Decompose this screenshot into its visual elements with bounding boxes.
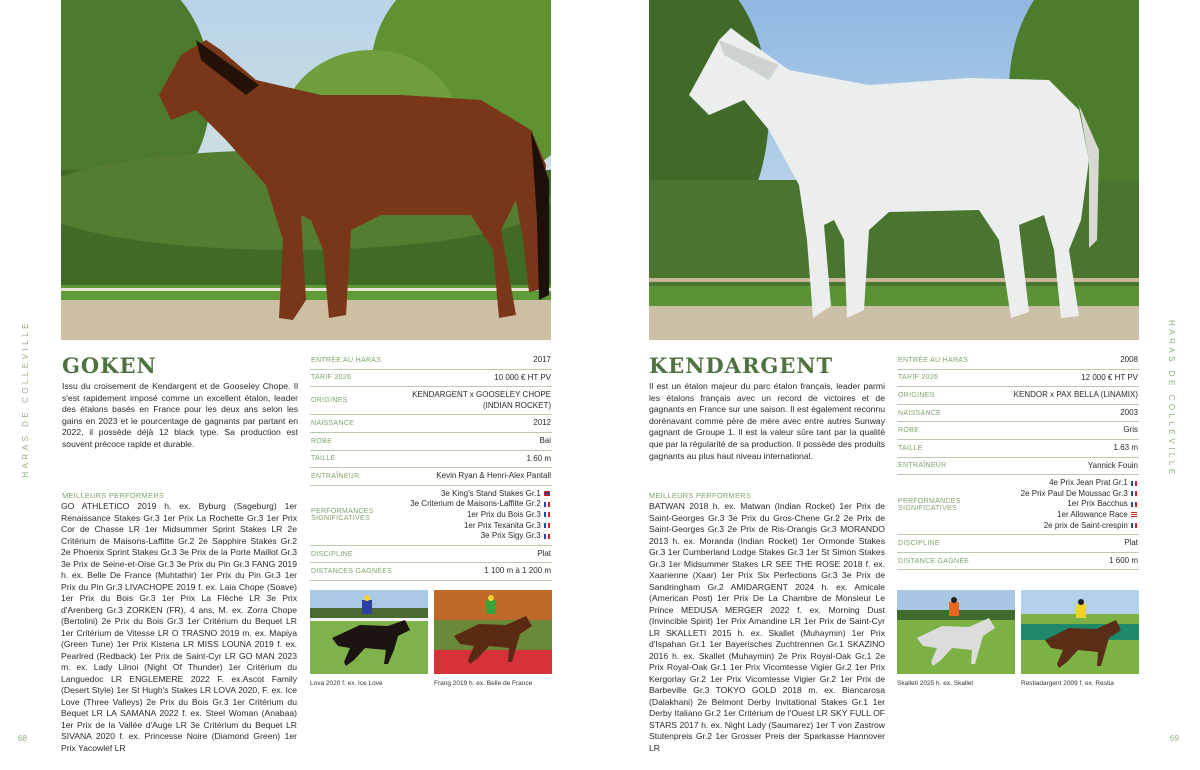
perf-line: 1er Prix Texanita Gr.3 <box>464 521 551 530</box>
info-value: Plat <box>1124 538 1138 548</box>
info-value-list <box>1021 478 1138 531</box>
info-row <box>897 553 1139 571</box>
side-label: HARAS DE COLLEVILLE <box>1167 320 1176 478</box>
info-row <box>310 415 552 433</box>
intro-paragraph: Il est un étalon majeur du parc étalon français, leader parmi les étalons français avec un record de victoires et de gagnants en France sur une saison. Il est également reconnu dorénavant comme père de mère avec entre autres Sunway gagnant de Groupe 1. Il est la valeur sûre tant par la qualité que par la régularité de sa production. Il possède des produits gagnants au plus haut niveau international. <box>649 381 885 461</box>
perf-title: MEILLEURS PERFORMERS <box>62 491 165 500</box>
perf-text: GO ATHLETICO 2019 h. ex. Byburg (Sageburg) 1er Renaissance Stakes Gr.3 1er Prix La Rochette Gr.3 1er Prix Cor de Chasse LR 1er Midsummer Sprint Stakes LR 2e Critérium de Maisons-Laffitte Gr.2 2e Sapphire Stakes Gr.2 2e Phoenix Sprint Stakes Gr.3 3e Prix de la Porte Maillot Gr.3 3e Prix de Seine-et-Oise Gr.3 3e Prix du Pin Gr.3 FANG 2019 h. ex. Belle De France (Muhtathir) 1er Prix du Pin Gr.3 1er Prix du Pin Gr.3 LIVACHOPE 2019 f. ex. Laia Chope (Soave) 1er Prix du Bois Gr.3 1er Prix La Flèche LR 3e Prix d'Arenberg Gr.3 ZORKEN (FR), 4 ans, M. ex. Zorra Chope (Bertolini) 2e Prix du Bois Gr.3 1er Critérium du Bequet LR 1er Critérium de Vitesse LR O TRASNO 2019 m. ex. Mapiya (Green Tune) 1er Prix Kistena LR MISS LOUNA 2019 f. ex. Pearlred (Redback) 1er Prix de Saint-Cyr LR GO MAN 2023 m. ex. Lady Lilnoi (Night Of Thunder) 1er Critérium du Languedoc LR ENGLEMERE 2022 F. ex.Ascot Family (Desert Style) 1er St Hugh's Stakes LR LOVA 2020, F. ex. Ice Love (Three Valleys) 2e Prix du Bois Gr.3 1er Critérium du Bequet LR LA SAMANA 2022 f. ex. Steel Woman (Anabaa) 1er Prix de la Vallée d'Auge LR 3e Critérium du Bequet LR SIVANA 2020 f. ex. Princesse Noire (Diamond Green) 1er Prix Yacowlef LR <box>61 501 297 753</box>
info-value: 12 000 € HT PV <box>1081 372 1138 382</box>
info-value: 10 000 € HT PV <box>494 372 551 382</box>
side-label: HARAS DE COLLEVILLE <box>21 320 30 478</box>
info-key: TARIF 2026 <box>898 374 939 382</box>
horse-name: GOKEN <box>62 353 157 378</box>
info-row <box>310 486 552 546</box>
intro-paragraph: Issu du croisement de Kendargent et de Gooseley Chope. Il s'est rapidement imposé comme un excellent étalon, leader des étalons basés en France pour les deux ans selon les gains en 2023 et le pourcentage de gagnants par partant en 2022, il possède déjà 12 black type. Sa production est souvent précoce rapide et durable. <box>62 381 298 449</box>
info-value: 1.60 m <box>526 453 551 463</box>
info-key: TAILLE <box>898 444 923 452</box>
info-row <box>310 352 552 370</box>
perf-line: 3e King's Stand Stakes Gr.1 <box>441 489 551 498</box>
info-key: ORIGINES <box>898 391 935 399</box>
info-key: TARIF 2026 <box>311 374 352 382</box>
france-flag-icon <box>1131 491 1137 496</box>
info-row <box>310 451 552 469</box>
info-key: ENTRAÎNEUR <box>898 462 947 470</box>
page-number: 68 <box>18 734 27 743</box>
perf-title: MEILLEURS PERFORMERS <box>649 491 752 500</box>
race-photo-lova <box>310 590 428 674</box>
perf-line: 1er Allowance Race <box>1057 510 1138 519</box>
perf-text: BATWAN 2018 h. ex. Matwan (Indian Rocket) 1er Prix de Saint-Georges Gr.3 3e Prix du Gros-Chene Gr.2 2e Prix de Saint-Georges Gr.3 2e Prix de Ris-Orangis Gr.3 MORANDO 2013 h. ex. Moranda (Indian Rocket) 1er Ormonde Stakes Gr.3 1er Cumberland Lodge Stakes Gr.3 1er St Simon Stakes Gr.3 1er Midsummer Stakes LR SEE THE ROSE 2018 f. ex. Xaarienne (Xaar) 1er Prix Six Perfections Gr.3 3e Prix de Sandringham Gr.2 AMIDARGENT 2024 h. ex. Amicale (American Post) 1er Prix De La Chambre de Monsieur Le Prince MEDUSA MERGER 2022 f. ex. Morning Dust (Invincible Spirit) 1er Prix Amandine LR 1er Prix de Saint-Cyr LR SKALLETI 2015 h. ex. Skallet (Muhaymin) 1er Prix d'Ispahan Gr.1 1er Bayerisches Zuchtrennen Gr.1 SKAZINO 2016 h. ex. Skallet (Muhaymin) 2e Prix Royal-Oak Gr.1 2e Prix Royal-Oak Gr.1 1er Prix Vicomtesse Vigier Gr.2 1er Prix Kergorlay Gr.2 1er Prix Vicomtesse Vigier Gr.2 1er Prix de Barbeville Gr.3 TOKYO GOLD 2018 m. ex. Biancarosa (Dalakhani) 2e Belmont Derby Invitational Stakes Gr.1 1er Derby Italiano Gr.2 1er Critérium de l'Ouest LR SKY FULL OF STARS 2017 h. ex. Night Lady (Saumarez) 1er T von Zastrow Stutenpreis Gr.2 1er Grosser Preis der Sparkasse Hannover LR <box>649 501 885 753</box>
usa-flag-icon <box>1131 512 1137 517</box>
info-key: ENTRAÎNEUR <box>311 472 360 480</box>
info-key: ENTRÉE AU HARAS <box>311 356 382 364</box>
perf-line: 2e prix de Saint-crespin <box>1044 521 1138 530</box>
info-value: Yannick Fouin <box>1087 460 1138 470</box>
info-row <box>310 563 552 581</box>
info-value: Gris <box>1123 425 1138 435</box>
right-page <box>600 0 1200 770</box>
info-value: 2017 <box>533 355 551 364</box>
info-value: 2008 <box>1120 355 1138 364</box>
horse-photo-goken <box>61 0 551 340</box>
info-value: 1.63 m <box>1113 442 1138 452</box>
info-key: DISTANCES GAGNÉES <box>311 568 393 576</box>
page-number: 69 <box>1170 734 1179 743</box>
france-flag-icon <box>544 523 550 528</box>
perf-line: 1er Prix Bacchus <box>1067 499 1138 508</box>
info-key: PERFORMANCES SIGNIFICATIVES <box>311 508 374 523</box>
france-flag-icon <box>544 502 550 507</box>
info-value: Plat <box>537 548 551 558</box>
france-flag-icon <box>1131 502 1137 507</box>
info-row <box>897 387 1139 405</box>
info-row <box>310 546 552 564</box>
race-photo-restiadargent <box>1021 590 1139 674</box>
info-value: Bai <box>539 435 551 445</box>
info-value: 2003 <box>1120 407 1138 417</box>
info-row <box>310 468 552 486</box>
info-row <box>310 387 552 415</box>
info-row <box>897 370 1139 388</box>
france-flag-icon <box>1131 481 1137 486</box>
france-flag-icon <box>544 534 550 539</box>
info-value: KENDOR x PAX BELLA (LINAMIX) <box>1013 390 1138 400</box>
perf-line: 4e Prix Jean Prat Gr.1 <box>1049 478 1138 487</box>
info-row <box>310 433 552 451</box>
info-value: 1 600 m <box>1109 555 1138 565</box>
info-row <box>897 422 1139 440</box>
photo-caption: Frang 2019 h. ex. Belle de France <box>434 680 533 687</box>
info-value: 2012 <box>533 418 551 428</box>
france-flag-icon <box>1131 523 1137 528</box>
photo-caption: Lova 2020 f. ex. Ice Love <box>310 680 383 687</box>
info-key: DISTANCE GAGNÉE <box>898 557 970 565</box>
race-photo-frang <box>434 590 552 674</box>
info-value-list <box>410 489 551 542</box>
info-key: ROBE <box>311 437 333 445</box>
info-value: 1 100 m à 1 200 m <box>484 566 551 576</box>
france-flag-icon <box>544 512 550 517</box>
horse-photo-kendargent <box>649 0 1139 340</box>
info-row <box>897 535 1139 553</box>
perf-line: 3e Prix Sigy Gr.3 <box>481 531 551 540</box>
info-row <box>897 458 1139 476</box>
info-key: NAISSANCE <box>311 420 355 428</box>
info-key: ENTRÉE AU HARAS <box>898 356 969 364</box>
info-row <box>897 352 1139 370</box>
photo-caption: Skalleti 2025 h. ex. Skallet <box>897 680 974 687</box>
info-row <box>310 370 552 388</box>
perf-line: 3e Criterium de Maisons-Laffitte Gr.2 <box>410 499 551 508</box>
uk-flag-icon <box>544 491 550 496</box>
info-key: DISCIPLINE <box>898 539 940 547</box>
info-table <box>310 352 552 581</box>
info-key: ROBE <box>898 427 920 435</box>
info-key: DISCIPLINE <box>311 550 353 558</box>
info-row <box>897 405 1139 423</box>
photo-caption: Restiadargent 2009 f. ex. Restia <box>1021 680 1114 687</box>
info-row <box>897 475 1139 535</box>
info-value: Kevin Ryan & Henri-Alex Pantall <box>436 471 551 481</box>
info-key: NAISSANCE <box>898 409 942 417</box>
info-key: ORIGINES <box>311 397 348 405</box>
perf-line: 2e Prix Paul De Moussac Gr.3 <box>1021 489 1138 498</box>
info-key: PERFORMANCES SIGNIFICATIVES <box>898 497 961 512</box>
info-key: TAILLE <box>311 455 336 463</box>
info-row <box>897 440 1139 458</box>
race-photo-skalleti <box>897 590 1015 674</box>
perf-line: 1er Prix du Bois Gr.3 <box>467 510 551 519</box>
info-value: KENDARGENT x GOOSELEY CHOPE (INDIAN ROCKET) <box>412 390 551 410</box>
horse-name: KENDARGENT <box>649 353 834 378</box>
info-table <box>897 352 1139 570</box>
